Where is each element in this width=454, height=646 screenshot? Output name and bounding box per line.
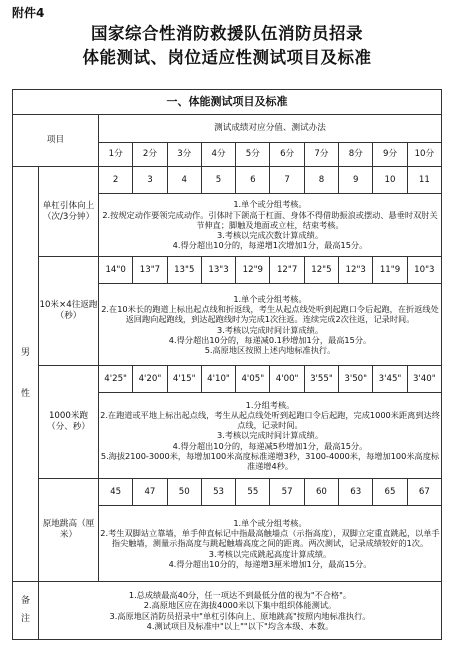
score-value: 57 [270,479,304,506]
score-value: 3'50" [339,366,373,393]
rule-line: 3.考核以完成次数计算成绩。 [216,230,324,241]
score-value: 60 [304,479,338,506]
score-value: 4'25" [99,366,133,393]
rule-line: 1.单个或分组考核。 [233,517,307,528]
rules-pullup [99,194,442,257]
rule-line: 3.考核以完成时间计算成绩。 [216,324,324,335]
score-value: 7 [270,167,304,194]
score-value: 9 [339,167,373,194]
score-value: 13"7 [133,257,167,284]
remarks-content [39,582,442,640]
score-header: 7分 [304,143,338,167]
score-value: 6 [236,167,270,194]
score-value: 3'55" [304,366,338,393]
score-value: 67 [407,479,441,506]
score-header: 1分 [99,143,133,167]
score-value: 5 [201,167,235,194]
score-value: 11"9 [373,257,407,284]
rule-line: 2.在跑道或平地上标出起点线，考生从起点线处听到起跑口令后起跑，完成1000米距离到达终点线，记录时间。 [100,409,440,431]
score-value: 4 [167,167,201,194]
item-name-shuttle-run: 10米×4往返跑（秒） [39,257,99,366]
score-value: 4'20" [133,366,167,393]
scoring-header: 测试成绩对应分值、测试办法 [99,115,442,143]
score-header: 9分 [373,143,407,167]
score-value: 3'40" [407,366,441,393]
score-header: 6分 [270,143,304,167]
score-value: 4'15" [167,366,201,393]
item-name-1000m-run: 1000米跑（分、秒） [39,366,99,479]
rule-line: 4.得分超出10分的，每递增3厘米增加1分，最高15分。 [168,558,372,569]
attachment-label: 附件4 [12,6,45,20]
rule-line: 5.海拔2100-3000米，每增加100米高度标准递增3秒，3100-4000米，每增加100米高度标准递增4秒。 [100,450,440,472]
score-header: 10分 [407,143,441,167]
rule-line: 1.单个或分组考核。 [233,199,307,210]
score-value: 12"3 [339,257,373,284]
score-value: 2 [99,167,133,194]
rule-line: 2.考生双脚站立靠墙，单手伸直标记中指最高触墙点（示指高度），双脚立定重直跳起，以单手指尖触墙，测量示指高度与跳起触墙高度之间的距离。两次测试，记录成绩较好的1次。 [100,528,440,549]
score-value: 4'00" [270,366,304,393]
score-value: 63 [339,479,373,506]
score-header: 8分 [339,143,373,167]
score-value: 14"0 [99,257,133,284]
section-title: 一、体能测试项目及标准 [13,90,442,115]
rule-line: 1.分组考核。 [245,399,295,410]
item-header: 项目 [13,115,99,167]
rule-line: 1.单个或分组考核。 [233,293,307,304]
document-title-line-2: 体能测试、岗位适应性测试项目及标准 [82,48,372,67]
score-value: 12"5 [304,257,338,284]
score-value: 13"5 [167,257,201,284]
score-value: 4'05" [236,366,270,393]
rule-line: 4.得分超出10分的，每递减0.1秒增加1分，最高15分。 [168,334,372,345]
score-value: 11 [407,167,441,194]
rules-1000m-run [99,393,442,479]
item-name-high-jump: 原地跳高（厘米） [39,479,99,582]
rule-line: 3.考核以完成时间计算成绩。 [216,430,324,441]
score-value: 47 [133,479,167,506]
score-value: 12"9 [236,257,270,284]
document-title-line-1: 国家综合性消防救援队伍消防员招录 [91,24,363,43]
remark-line: 3.高原地区消防员招录中"单杠引体向上、原地跳高"按照内地标准执行。 [109,610,371,621]
score-value: 3'45" [373,366,407,393]
score-value: 65 [373,479,407,506]
remark-line: 1.总成绩最高40分，任一项达不到最低分值的视为"不合格"。 [128,590,352,600]
score-value: 55 [236,479,270,506]
score-header: 2分 [133,143,167,167]
score-value: 4'10" [201,366,235,393]
remarks-char: 备 [20,596,30,607]
remarks-char: 注 [20,613,30,624]
rule-line: 4.得分超出10分的，每递增1次增加1分，最高15分。 [172,240,368,251]
score-value: 3 [133,167,167,194]
gender-cell [13,167,39,582]
rule-line: 4.得分超出10分的，每递减5秒增加1分，最高15分。 [172,440,368,451]
gender-char: 性 [20,389,30,399]
remarks-label-cell [13,582,39,640]
rules-shuttle-run [99,284,442,366]
score-value: 53 [201,479,235,506]
score-header: 5分 [236,143,270,167]
rule-line: 2.在10米长的跑道上标出起点线和折返线，考生从起点线处听到起跑口令后起跑，在折返线处返回跑向起跑线，到达起跑线时为完成1次往返。连续完成2次往返，记录时间。 [101,304,439,325]
rule-line: 2.按规定动作要领完成动作。引体时下颌高于杠面、身体不得借助振浪或摆动、悬垂时双肘关节伸直；脚触及地面或立柱，结束考核。 [102,209,438,230]
item-name-pullup: 单杠引体向上（次/3分钟） [39,167,99,257]
score-value: 50 [167,479,201,506]
score-value: 10 [373,167,407,194]
rules-high-jump [99,506,442,582]
score-value: 8 [304,167,338,194]
score-header: 4分 [201,143,235,167]
score-value: 13"3 [201,257,235,284]
score-value: 12"7 [270,257,304,284]
score-value: 10"3 [407,257,441,284]
rule-line: 3.考核以完成跳起高度计算成绩。 [208,548,332,559]
remark-line: 4.测试项目及标准中"以上""以下"均含本级、本数。 [146,620,334,631]
score-value: 45 [99,479,133,506]
gender-char: 男 [20,347,30,358]
score-header: 3分 [167,143,201,167]
remark-line: 2.高原地区应在海拔4000米以下集中组织体能测试。 [143,600,337,611]
rule-line: 5.高原地区按照上述内地标准执行。 [204,345,336,355]
standards-table [12,89,442,640]
